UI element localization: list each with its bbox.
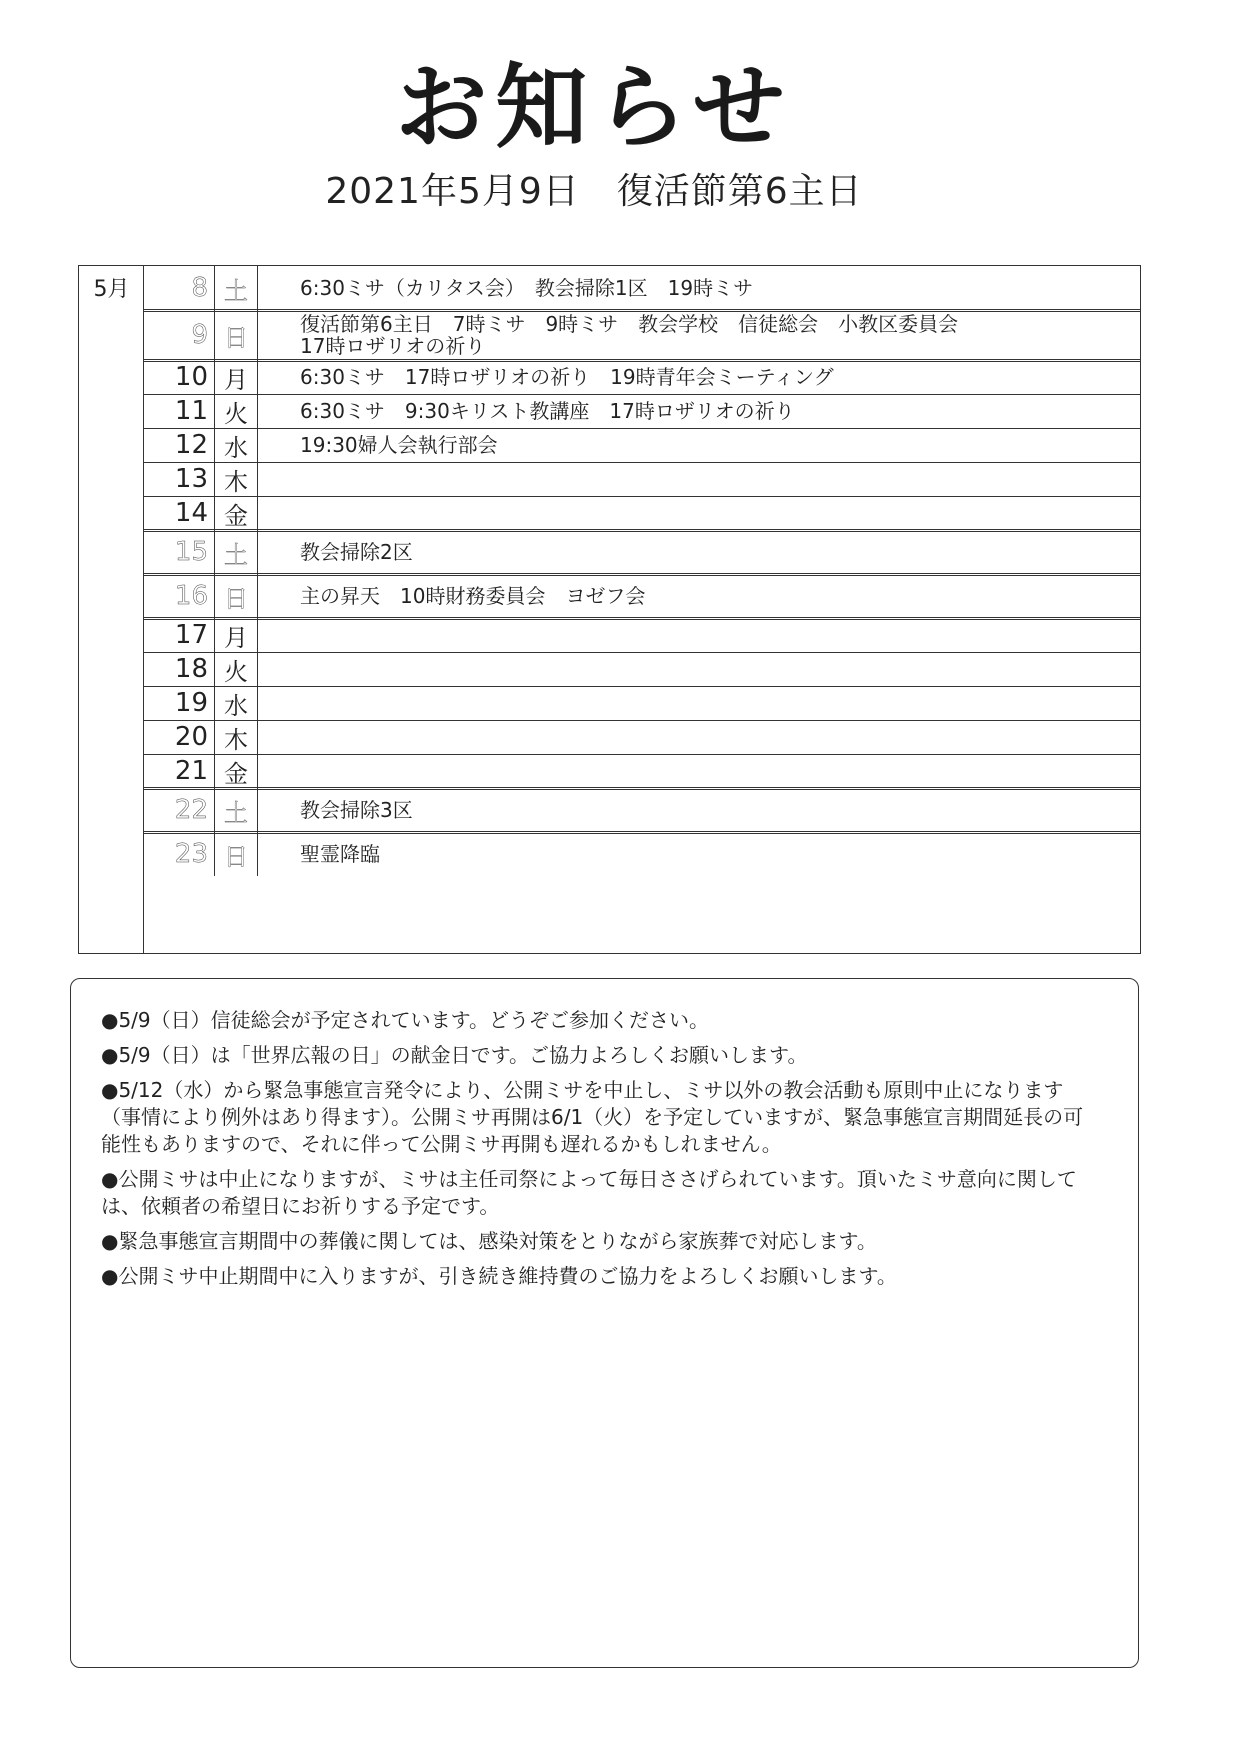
schedule-row — [144, 652, 1140, 686]
weekday: 水 — [214, 428, 258, 462]
schedule-row — [144, 266, 1140, 310]
schedule-row — [144, 618, 1140, 652]
weekday: 日 — [214, 310, 258, 360]
notice-item — [101, 1007, 1098, 1034]
notice-text: 5/9（日）信徒総会が予定されています。どうぞご参加ください。 — [118, 1008, 710, 1032]
day-events — [258, 686, 1140, 720]
weekday: 火 — [214, 394, 258, 428]
bullet-icon: ● — [101, 1167, 119, 1191]
day-events — [258, 618, 1140, 652]
schedule-row — [144, 788, 1140, 832]
notice-item — [101, 1166, 1098, 1220]
weekday: 月 — [214, 360, 258, 394]
notice-item — [101, 1228, 1098, 1255]
bullet-icon: ● — [101, 1078, 119, 1102]
day-number: 23 — [174, 839, 208, 869]
schedule-row — [144, 394, 1140, 428]
weekday: 水 — [214, 686, 258, 720]
day-number: 8 — [191, 273, 208, 303]
schedule-row — [144, 574, 1140, 618]
bullet-icon: ● — [101, 1043, 119, 1067]
weekday: 木 — [214, 720, 258, 754]
notice-text: 5/9（日）は「世界広報の日」の献金日です。ご協力よろしくお願いします。 — [118, 1043, 808, 1067]
day-number: 10 — [174, 362, 208, 392]
schedule-rows — [144, 266, 1140, 953]
notice-text: 公開ミサは中止になりますが、ミサは主任司祭によって毎日ささげられています。頂いたミサ意向に関しては、依頼者の希望日にお祈りする予定です。 — [101, 1167, 1077, 1218]
schedule-row — [144, 360, 1140, 394]
day-number: 22 — [174, 795, 208, 825]
day-events — [258, 652, 1140, 686]
weekday: 日 — [214, 574, 258, 618]
bullet-icon: ● — [101, 1008, 119, 1032]
weekday: 日 — [214, 832, 258, 876]
day-number: 15 — [174, 537, 208, 567]
day-number: 12 — [174, 430, 208, 460]
bullet-icon: ● — [101, 1264, 119, 1288]
weekday: 金 — [214, 496, 258, 530]
day-events — [258, 754, 1140, 788]
notice-text: 公開ミサ中止期間中に入りますが、引き続き維持費のご協力をよろしくお願いします。 — [118, 1264, 897, 1288]
day-number: 13 — [174, 464, 208, 494]
page-title: お知らせ — [395, 54, 793, 161]
notice-text: 5/12（水）から緊急事態宣言発令により、公開ミサを中止し、ミサ以外の教会活動も原則中止になります（事情により例外はあり得ます）。公開ミサ再開は6/1（火）を予定していますが、緊急事態宣言期間延長の可能性もありますので、それに伴って公開ミサ再開も遅れるかもしれません。 — [101, 1078, 1084, 1156]
notice-item — [101, 1263, 1098, 1290]
day-number: 9 — [191, 320, 208, 350]
day-events: 教会掃除3区 — [300, 798, 413, 822]
month-column — [79, 266, 144, 953]
weekday: 土 — [214, 788, 258, 832]
bullet-icon: ● — [101, 1229, 119, 1253]
schedule-row — [144, 310, 1140, 360]
day-number: 18 — [174, 654, 208, 684]
day-number: 19 — [174, 688, 208, 718]
day-events — [258, 462, 1140, 496]
schedule-row — [144, 462, 1140, 496]
day-number: 17 — [174, 620, 208, 650]
weekday: 火 — [214, 652, 258, 686]
day-events: 教会掃除2区 — [300, 540, 413, 564]
notice-box — [70, 978, 1139, 1668]
weekday: 金 — [214, 754, 258, 788]
day-events: 19:30婦人会執行部会 — [300, 433, 498, 457]
day-events: 6:30ミサ（カリタス会） 教会掃除1区 19時ミサ — [300, 276, 754, 300]
schedule-table — [78, 265, 1141, 954]
notice-item — [101, 1042, 1098, 1069]
page-subtitle: 2021年5月9日 復活節第6主日 — [325, 171, 863, 212]
day-events — [258, 720, 1140, 754]
schedule-row — [144, 720, 1140, 754]
schedule-row — [144, 530, 1140, 574]
day-number: 16 — [174, 581, 208, 611]
month-label: 5月 — [93, 277, 130, 302]
day-events: 6:30ミサ 17時ロザリオの祈り 19時青年会ミーティング — [300, 365, 834, 389]
schedule-row — [144, 754, 1140, 788]
notice-list — [101, 1007, 1098, 1298]
notice-text: 緊急事態宣言期間中の葬儀に関しては、感染対策をとりながら家族葬で対応します。 — [118, 1229, 877, 1253]
day-number: 14 — [174, 498, 208, 528]
day-events: 主の昇天 10時財務委員会 ヨゼフ会 — [300, 584, 646, 608]
weekday: 月 — [214, 618, 258, 652]
day-events: 6:30ミサ 9:30キリスト教講座 17時ロザリオの祈り — [300, 399, 795, 423]
weekday: 土 — [214, 530, 258, 574]
day-number: 20 — [174, 722, 208, 752]
weekday: 土 — [214, 266, 258, 310]
day-events: 聖霊降臨 — [300, 842, 380, 866]
schedule-row — [144, 428, 1140, 462]
notice-item — [101, 1077, 1098, 1158]
weekday: 木 — [214, 462, 258, 496]
schedule-row — [144, 496, 1140, 530]
schedule-row — [144, 832, 1140, 876]
day-events — [258, 496, 1140, 530]
day-number: 21 — [174, 756, 208, 786]
day-events: 復活節第6主日 7時ミサ 9時ミサ 教会学校 信徒総会 小教区委員会 17時ロザリオの祈り — [300, 312, 959, 358]
day-number: 11 — [174, 396, 208, 426]
schedule-row — [144, 686, 1140, 720]
